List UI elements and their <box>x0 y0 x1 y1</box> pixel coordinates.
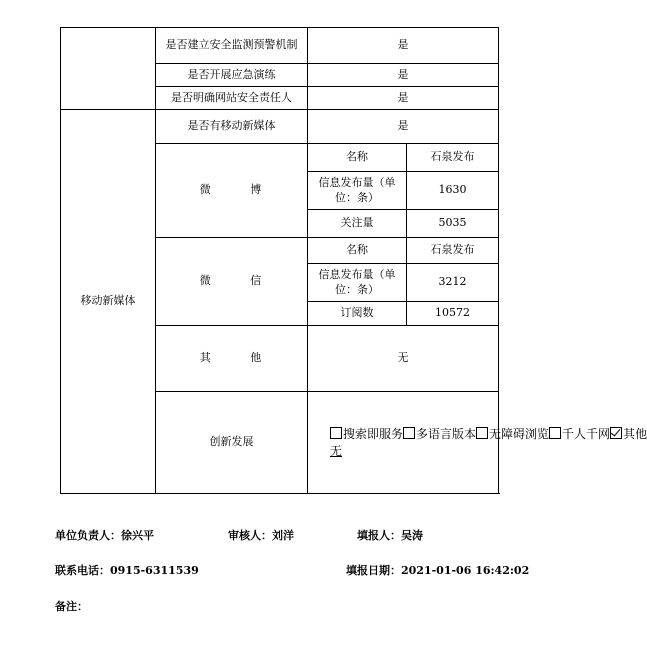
option-label: 无障碍浏览 <box>489 427 550 442</box>
weibo-publish-value: 1630 <box>407 172 499 210</box>
checkbox-icon[interactable] <box>476 427 488 439</box>
checkbox-icon[interactable] <box>403 427 415 439</box>
wechat-read-label: 订阅数 <box>308 302 407 326</box>
innovation-label: 创新发展 <box>156 392 308 494</box>
responsible-value: 是 <box>308 87 499 110</box>
weibo-follow-value: 5035 <box>407 210 499 238</box>
wechat-publish-value: 3212 <box>407 264 499 302</box>
checkbox-icon[interactable] <box>549 427 561 439</box>
checkbox-checked-icon[interactable] <box>610 427 622 439</box>
option-personalized[interactable] <box>549 427 610 441</box>
responsible-label: 是否明确网站安全责任人 <box>156 87 308 110</box>
filler: 填报人：吴涛 <box>357 529 423 542</box>
weibo-name-label: 名称 <box>308 144 407 172</box>
mobile-section-label: 移动新媒体 <box>61 110 156 494</box>
drill-value: 是 <box>308 64 499 87</box>
option-other[interactable] <box>610 427 647 441</box>
wechat-name-value: 石泉发布 <box>407 238 499 264</box>
weibo-label: 微 博 <box>156 144 308 238</box>
other-media-value: 无 <box>308 326 499 392</box>
reviewer: 审核人：刘洋 <box>228 529 294 542</box>
report-table <box>60 27 647 494</box>
remark-label: 备注： <box>55 600 88 613</box>
option-label: 其他 <box>623 427 647 442</box>
option-label: 搜索即服务 <box>343 427 404 442</box>
fill-date: 填报日期：2021-01-06 16:42:02 <box>346 564 530 577</box>
wechat-label: 微 信 <box>156 238 308 326</box>
option-label: 千人千网 <box>562 427 611 442</box>
weibo-name-value: 石泉发布 <box>407 144 499 172</box>
other-media-label: 其 他 <box>156 326 308 392</box>
option-accessibility[interactable] <box>476 427 549 441</box>
has-mobile-label: 是否有移动新媒体 <box>156 110 308 144</box>
drill-label: 是否开展应急演练 <box>156 64 308 87</box>
has-mobile-value: 是 <box>308 110 499 144</box>
wechat-read-value: 10572 <box>407 302 499 326</box>
wechat-name-label: 名称 <box>308 238 407 264</box>
option-multilingual[interactable] <box>403 427 476 441</box>
option-search-service[interactable] <box>330 427 403 441</box>
weibo-publish-label: 信息发布量（单位：条） <box>308 172 407 210</box>
innovation-option-list <box>330 426 647 442</box>
option-label: 多语言版本 <box>416 427 477 442</box>
checkbox-icon[interactable] <box>330 427 342 439</box>
innovation-other-value: 无 <box>330 443 343 458</box>
unit-head: 单位负责人：徐兴平 <box>55 529 154 542</box>
warning-value: 是 <box>308 28 499 64</box>
innovation-options <box>308 392 647 494</box>
warning-label: 是否建立安全监测预警机制 <box>156 28 308 64</box>
wechat-publish-label: 信息发布量（单位：条） <box>308 264 407 302</box>
contact-phone: 联系电话：0915-6311539 <box>55 564 199 577</box>
weibo-follow-label: 关注量 <box>308 210 407 238</box>
blank-cell <box>61 28 156 110</box>
